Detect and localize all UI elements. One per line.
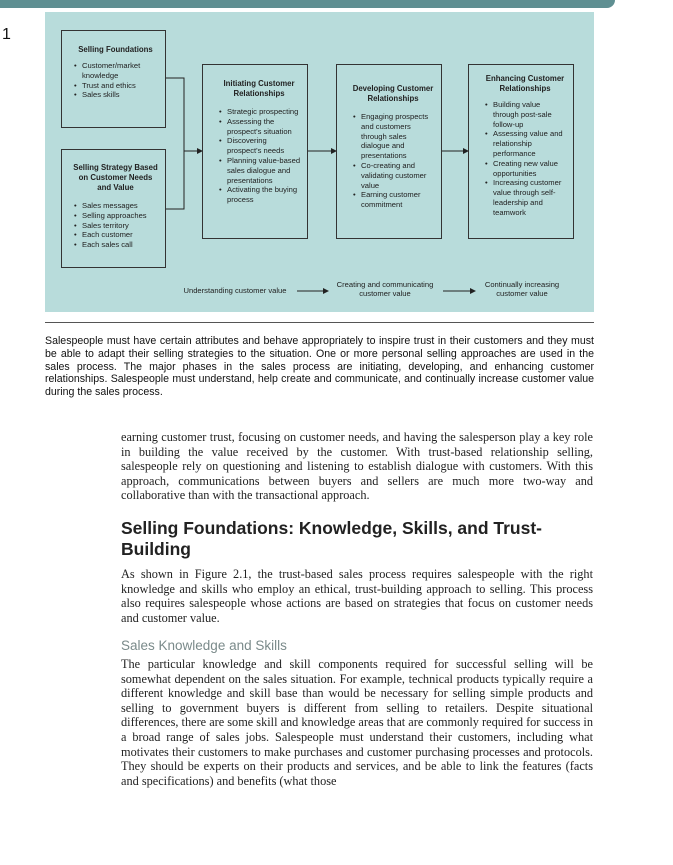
box-initiating xyxy=(202,64,308,239)
page-top-band xyxy=(0,0,615,8)
list-item: • Co-creating and validating customer value xyxy=(361,161,435,190)
list-item: • Sales skills xyxy=(82,90,159,100)
bracket-line xyxy=(166,78,184,209)
box-title: Selling Foundations xyxy=(78,45,153,54)
box-title: Enhancing Customer Relationships xyxy=(485,74,565,93)
list-item: • Engaging prospects and customers through sales dialogue and presentations xyxy=(361,112,435,161)
paragraph-trust: earning customer trust, focusing on customer needs, and having the salesperson play a key role in building the value received by the customer. With trust-based relationship selling, salespeople rely on questioning and listening to establish dialogue with customers. With this approach, communications between buyers and sellers are much more two-way and collaborative than with the transactional approach. xyxy=(121,430,593,503)
box-selling-strategy xyxy=(61,149,166,268)
list-item: • Sales territory xyxy=(82,221,159,231)
paragraph-knowledge: The particular knowledge and skill components required for successful selling will be somewhat dependent on the sales situation. For example, technical products typically require a different knowledge and skill base than would be necessary for selling simple products and selling to government buyers is different from selling to retailers. Despite situational differences, there are some skill and knowledge areas that are commonly required for success in a broad range of sales jobs. Salespeople must understand their customers, including what motivates their customers to make purchases and customer purchasing processes and protocols. They should be experts on their products and services, and be able to link the features (facts and specifications) and benefits (what those xyxy=(121,657,593,788)
section-heading: Selling Foundations: Knowledge, Skills, and Trust-Building xyxy=(121,518,542,559)
list-item: • Customer/market knowledge xyxy=(82,61,159,81)
list-item: • Increasing customer value through self-leadership and teamwork xyxy=(493,178,567,217)
box-title: Initiating Customer Relationships xyxy=(223,79,295,98)
list-item: • Creating new value opportunities xyxy=(493,159,567,179)
flow-label-understanding: Understanding customer value xyxy=(183,286,287,295)
list-item: • Assessing value and relationship performance xyxy=(493,129,567,158)
paragraph-foundations: As shown in Figure 2.1, the trust-based sales process requires salespeople with the right knowledge and skills who employ an ethical, trust-building approach to selling. This process also requires salespeople whose actions are based on strategies that focus on customer needs and customer value. xyxy=(121,567,593,625)
box-developing xyxy=(336,64,442,239)
box-title: Selling Strategy Based on Customer Needs and Value xyxy=(73,163,158,192)
list-item: • Sales messages xyxy=(82,201,159,211)
box-title: Developing Customer Relationships xyxy=(352,84,434,103)
list-item: • Building value through post-sale follow-up xyxy=(493,100,567,129)
flow-label-creating: Creating and communicating customer value xyxy=(336,280,434,298)
list-item: • Selling approaches xyxy=(82,211,159,221)
list-item: • Planning value-based sales dialogue and presentations xyxy=(227,156,301,185)
caption-divider xyxy=(45,322,594,323)
list-item: • Assessing the prospect's situation xyxy=(227,117,301,137)
list-item: • Discovering prospect's needs xyxy=(227,136,301,156)
subsection-heading: Sales Knowledge and Skills xyxy=(121,638,287,653)
list-item: • Earning customer commitment xyxy=(361,190,435,210)
list-item: • Activating the buying process xyxy=(227,185,301,205)
figure-sales-process xyxy=(45,12,594,312)
list-item: • Strategic prospecting xyxy=(227,107,301,117)
box-selling-foundations xyxy=(61,30,166,128)
page-number: 1 xyxy=(2,26,11,43)
figure-caption: Salespeople must have certain attributes and behave appropriately to inspire trust in their customers and they must be able to adapt their selling strategies to the situation. One or more personal selling approaches are used in the sales process. The major phases in the sales process are initiating, developing, and enhancing customer relationships. Salespeople must understand, help create and communicate, and continually increase customer value during the sales process. xyxy=(45,335,594,399)
list-item: • Each customer xyxy=(82,230,159,240)
list-item: • Trust and ethics xyxy=(82,81,159,91)
box-enhancing xyxy=(468,64,574,239)
list-item: • Each sales call xyxy=(82,240,159,250)
flow-label-increasing: Continually increasing customer value xyxy=(484,280,560,298)
